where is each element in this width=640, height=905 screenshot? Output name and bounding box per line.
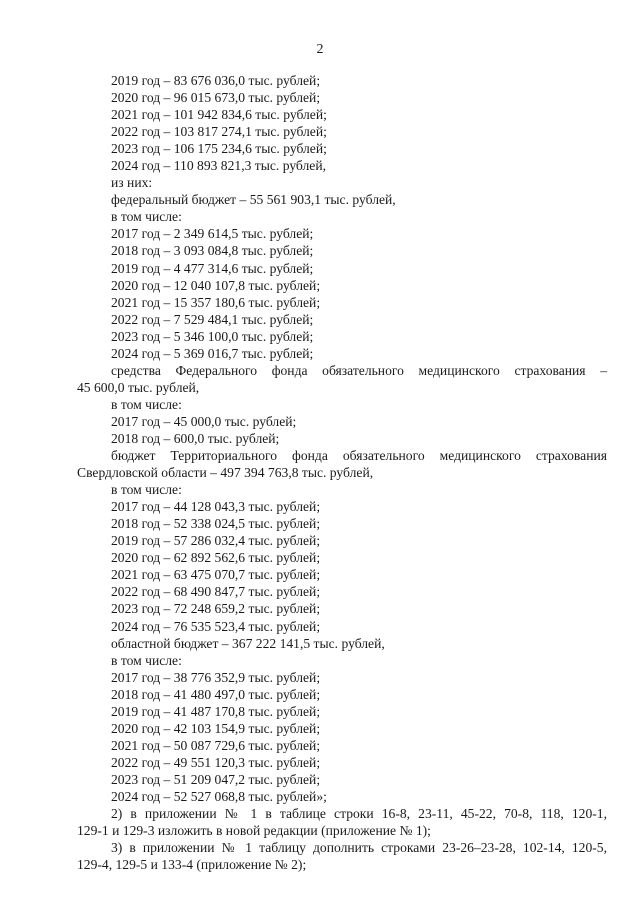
page-number: 2: [316, 42, 324, 57]
text-line: 2019 год – 57 286 032,4 тыс. рублей;: [111, 533, 321, 549]
text-line: 2) в приложении № 1 в таблице строки 16-8, 23-11, 45-22, 70-8, 118, 120-1,: [111, 806, 607, 822]
text-line: 2023 год – 5 346 100,0 тыс. рублей;: [111, 328, 314, 344]
text-line: в том числе:: [111, 396, 182, 412]
text-line: 2017 год – 38 776 352,9 тыс. рублей;: [111, 669, 321, 685]
text-line: 2018 год – 3 093 084,8 тыс. рублей;: [111, 243, 314, 259]
text-line: Свердловской области – 497 394 763,8 тыс. рублей,: [77, 465, 374, 481]
text-line: 2022 год – 68 490 847,7 тыс. рублей;: [111, 584, 321, 600]
text-line: 2018 год – 600,0 тыс. рублей;: [111, 430, 280, 446]
text-line: 45 600,0 тыс. рублей,: [77, 379, 200, 395]
text-line: 2019 год – 83 676 036,0 тыс. рублей;: [111, 73, 321, 88]
text-line: областной бюджет – 367 222 141,5 тыс. рублей,: [111, 635, 385, 651]
text-line: 2019 год – 4 477 314,6 тыс. рублей;: [111, 260, 314, 276]
text-line: 2017 год – 2 349 614,5 тыс. рублей;: [111, 226, 314, 242]
text-line: 2024 год – 52 527 068,8 тыс. рублей»;: [111, 788, 327, 804]
text-line: 2019 год – 41 487 170,8 тыс. рублей;: [111, 703, 321, 719]
text-line: 2022 год – 103 817 274,1 тыс. рублей;: [111, 124, 327, 140]
text-line: 2022 год – 7 529 484,1 тыс. рублей;: [111, 311, 314, 327]
text-line: 2023 год – 106 175 234,6 тыс. рублей;: [111, 141, 327, 157]
text-line: 2021 год – 63 475 070,7 тыс. рублей;: [111, 567, 321, 583]
text-line: 2018 год – 52 338 024,5 тыс. рублей;: [111, 516, 321, 532]
text-line: 3) в приложении № 1 таблицу дополнить строками 23-26–23-28, 102-14, 120-5,: [111, 840, 607, 856]
text-line: 2020 год – 12 040 107,8 тыс. рублей;: [111, 277, 321, 293]
text-line: 2022 год – 49 551 120,3 тыс. рублей;: [111, 754, 321, 770]
text-line: 2021 год – 101 942 834,6 тыс. рублей;: [111, 107, 327, 123]
text-line: бюджет Территориального фонда обязательного медицинского страхования: [111, 448, 607, 464]
text-line: 129-1 и 129-3 изложить в новой редакции (приложение № 1);: [77, 823, 431, 839]
text-line: 2024 год – 5 369 016,7 тыс. рублей;: [111, 345, 314, 361]
text-line: в том числе:: [111, 652, 182, 668]
text-line: 2017 год – 44 128 043,3 тыс. рублей;: [111, 499, 321, 515]
text-line: в том числе:: [111, 209, 182, 225]
text-line: из них:: [111, 175, 153, 191]
text-line: 129-4, 129-5 и 133-4 (приложение № 2);: [77, 857, 307, 873]
text-line: федеральный бюджет – 55 561 903,1 тыс. рублей,: [111, 192, 396, 208]
text-line: 2020 год – 96 015 673,0 тыс. рублей;: [111, 90, 321, 106]
text-line: средства Федерального фонда обязательного медицинского страхования –: [111, 362, 607, 378]
text-line: 2021 год – 15 357 180,6 тыс. рублей;: [111, 294, 321, 310]
text-line: в том числе:: [111, 482, 182, 498]
text-line: 2021 год – 50 087 729,6 тыс. рублей;: [111, 737, 321, 753]
text-line: 2023 год – 51 209 047,2 тыс. рублей;: [111, 771, 321, 787]
text-line: 2018 год – 41 480 497,0 тыс. рублей;: [111, 686, 321, 702]
text-line: 2024 год – 110 893 821,3 тыс. рублей,: [111, 158, 327, 174]
document-body: [77, 72, 607, 873]
text-line: 2020 год – 62 892 562,6 тыс. рублей;: [111, 550, 321, 566]
text-line: 2020 год – 42 103 154,9 тыс. рублей;: [111, 720, 321, 736]
text-line: 2024 год – 76 535 523,4 тыс. рублей;: [111, 618, 321, 634]
text-line: 2017 год – 45 000,0 тыс. рублей;: [111, 413, 297, 429]
text-line: 2023 год – 72 248 659,2 тыс. рублей;: [111, 601, 321, 617]
